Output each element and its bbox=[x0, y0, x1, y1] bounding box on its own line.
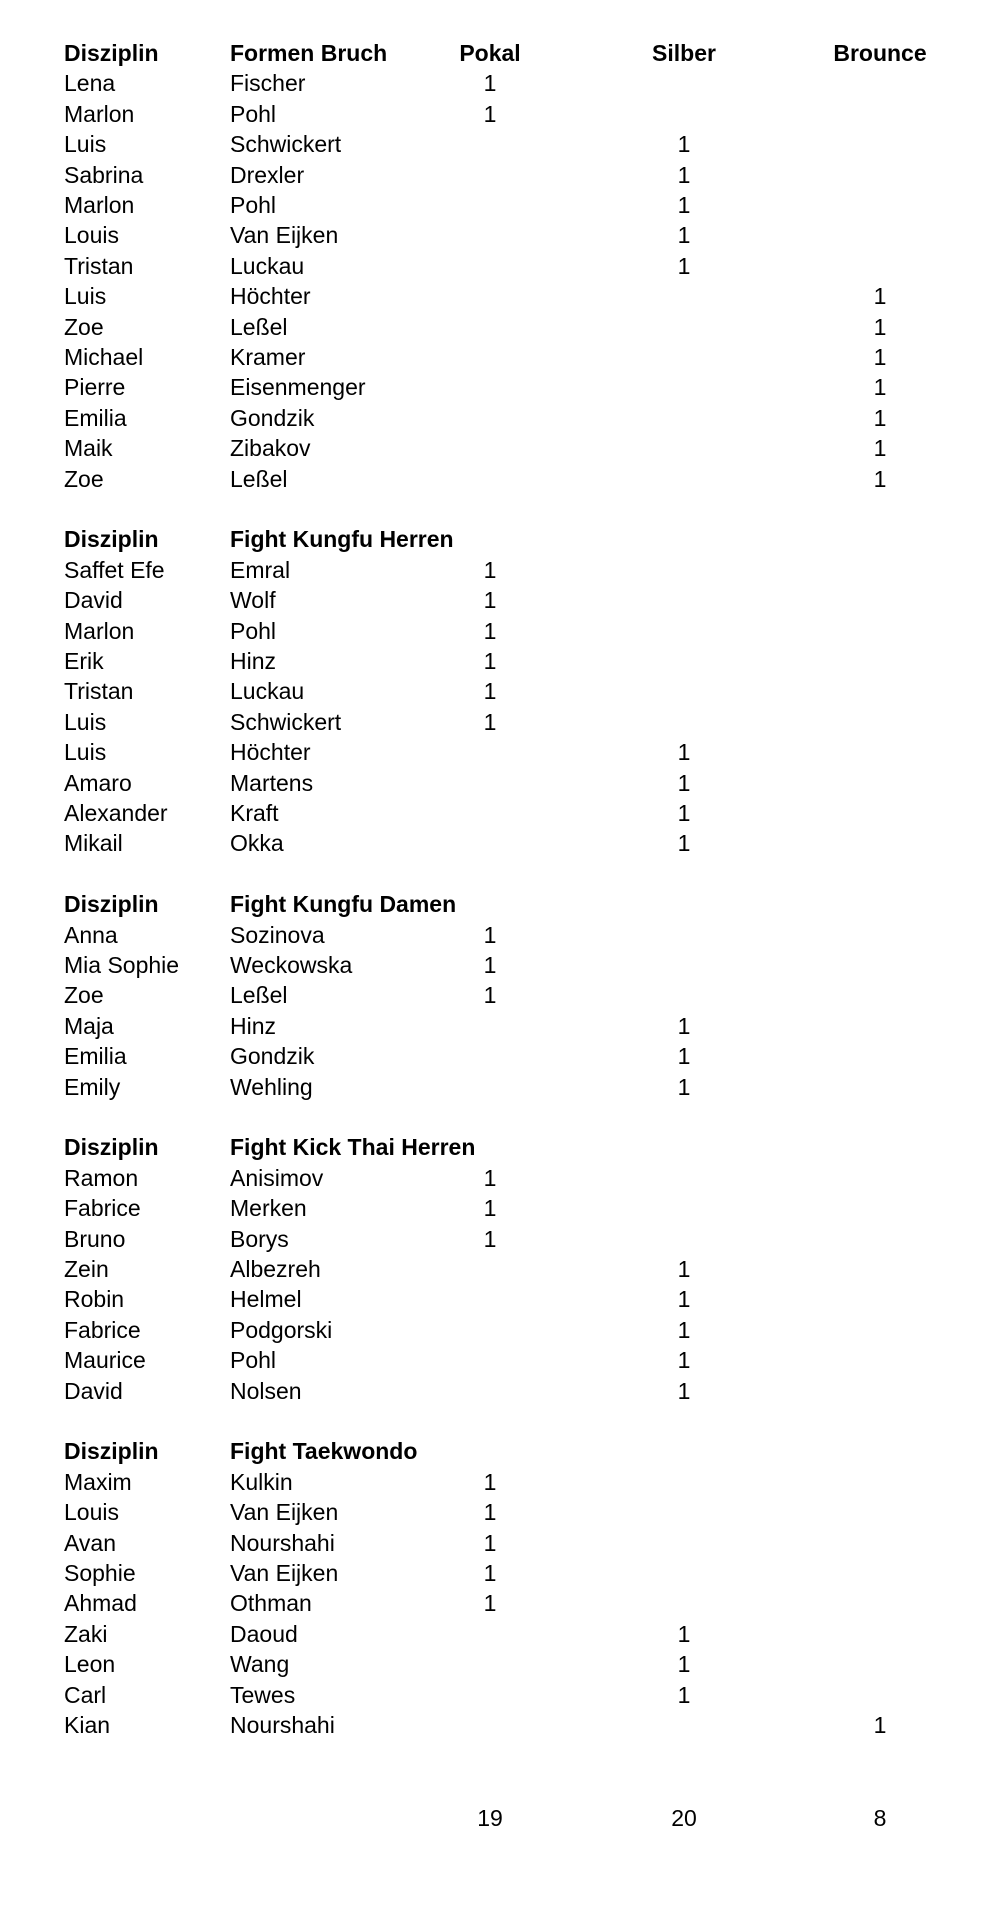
table-row bbox=[0, 555, 1000, 585]
pokal-count-cell: 1 bbox=[483, 1164, 497, 1191]
last-name-cell: Anisimov bbox=[230, 1164, 324, 1191]
pokal-count-cell: 1 bbox=[483, 982, 497, 1009]
table-row bbox=[0, 281, 1000, 311]
first-name-cell: Louis bbox=[64, 1499, 119, 1526]
first-name-cell: Maurice bbox=[64, 1347, 146, 1374]
last-name-cell: Leßel bbox=[230, 465, 288, 492]
first-name-cell: Tristan bbox=[64, 678, 134, 705]
silber-count-cell: 1 bbox=[677, 1681, 691, 1708]
silber-count-cell: 1 bbox=[677, 192, 691, 218]
table-row bbox=[0, 160, 1000, 190]
first-name-cell: Michael bbox=[64, 344, 144, 370]
totals-row bbox=[0, 1803, 1000, 1833]
first-name-cell: Pierre bbox=[64, 374, 126, 401]
first-name-cell: Mia Sophie bbox=[64, 952, 180, 978]
first-name-cell: Fabrice bbox=[64, 1195, 141, 1222]
last-name-cell: Nourshahi bbox=[230, 1529, 335, 1556]
first-name-cell: Maja bbox=[64, 1012, 114, 1039]
section-header-row bbox=[0, 1132, 1000, 1162]
last-name-cell: Luckau bbox=[230, 252, 305, 279]
first-name-cell: Avan bbox=[64, 1529, 117, 1556]
last-name-cell: Höchter bbox=[230, 739, 311, 766]
silber-count-cell: 1 bbox=[677, 1043, 691, 1070]
disziplin-label: Disziplin bbox=[64, 1134, 159, 1161]
last-name-cell: Albezreh bbox=[230, 1256, 321, 1282]
last-name-cell: Podgorski bbox=[230, 1316, 333, 1343]
table-row bbox=[0, 1619, 1000, 1649]
pokal-count-cell: 1 bbox=[483, 708, 497, 735]
last-name-cell: Kraft bbox=[230, 800, 279, 826]
silber-column-header: Silber bbox=[652, 40, 716, 66]
silber-count-cell: 1 bbox=[677, 1651, 691, 1678]
pokal-count-cell: 1 bbox=[483, 587, 497, 614]
last-name-cell: Schwickert bbox=[230, 708, 342, 735]
table-row bbox=[0, 707, 1000, 737]
first-name-cell: Sophie bbox=[64, 1560, 136, 1586]
last-name-cell: Gondzik bbox=[230, 404, 315, 431]
table-row bbox=[0, 129, 1000, 159]
last-name-cell: Weckowska bbox=[230, 952, 353, 978]
first-name-cell: Lena bbox=[64, 70, 116, 97]
table-row bbox=[0, 1558, 1000, 1588]
last-name-cell: Van Eijken bbox=[230, 222, 339, 249]
discipline-name: Fight Taekwondo bbox=[230, 1438, 418, 1465]
pokal-count-cell: 1 bbox=[483, 1468, 497, 1495]
table-row bbox=[0, 99, 1000, 129]
table-row bbox=[0, 1710, 1000, 1740]
last-name-cell: Van Eijken bbox=[230, 1499, 339, 1526]
table-row bbox=[0, 190, 1000, 220]
first-name-cell: Zoe bbox=[64, 982, 104, 1009]
section-header-row bbox=[0, 1436, 1000, 1466]
pokal-count-cell: 1 bbox=[483, 678, 497, 705]
pokal-count-cell: 1 bbox=[483, 70, 497, 97]
last-name-cell: Wolf bbox=[230, 587, 276, 614]
first-name-cell: Zaki bbox=[64, 1620, 108, 1647]
last-name-cell: Kulkin bbox=[230, 1468, 293, 1495]
table-row bbox=[0, 1497, 1000, 1527]
last-name-cell: Pohl bbox=[230, 100, 277, 127]
last-name-cell: Van Eijken bbox=[230, 1560, 339, 1586]
last-name-cell: Fischer bbox=[230, 70, 306, 97]
silber-count-cell: 1 bbox=[677, 1012, 691, 1039]
bronze-count-cell: 1 bbox=[873, 374, 887, 401]
last-name-cell: Luckau bbox=[230, 678, 305, 705]
table-row bbox=[0, 251, 1000, 281]
last-name-cell: Merken bbox=[230, 1195, 307, 1222]
first-name-cell: David bbox=[64, 587, 123, 614]
table-row bbox=[0, 433, 1000, 463]
pokal-count-cell: 1 bbox=[483, 556, 497, 583]
last-name-cell: Borys bbox=[230, 1225, 289, 1252]
last-name-cell: Daoud bbox=[230, 1620, 298, 1647]
table-row bbox=[0, 1011, 1000, 1041]
pokal-count-cell: 1 bbox=[483, 100, 497, 127]
last-name-cell: Pohl bbox=[230, 192, 277, 218]
last-name-cell: Pohl bbox=[230, 1347, 277, 1374]
first-name-cell: Marlon bbox=[64, 100, 135, 127]
silber-count-cell: 1 bbox=[677, 1620, 691, 1647]
section-header-row bbox=[0, 524, 1000, 554]
silber-count-cell: 1 bbox=[677, 769, 691, 796]
first-name-cell: Leon bbox=[64, 1651, 116, 1678]
last-name-cell: Hinz bbox=[230, 1012, 277, 1039]
first-name-cell: Fabrice bbox=[64, 1316, 141, 1343]
last-name-cell: Pohl bbox=[230, 617, 277, 644]
silber-count-cell: 1 bbox=[677, 1316, 691, 1343]
table-row bbox=[0, 1163, 1000, 1193]
section-header-row bbox=[0, 889, 1000, 919]
pokal-count-cell: 1 bbox=[483, 617, 497, 644]
last-name-cell: Schwickert bbox=[230, 131, 342, 158]
last-name-cell: Wehling bbox=[230, 1073, 313, 1100]
table-row bbox=[0, 1588, 1000, 1618]
table-row bbox=[0, 464, 1000, 494]
pokal-count-cell: 1 bbox=[483, 1590, 497, 1617]
section-header-row bbox=[0, 38, 1000, 68]
silber-count-cell: 1 bbox=[677, 800, 691, 826]
last-name-cell: Helmel bbox=[230, 1286, 302, 1313]
table-row bbox=[0, 585, 1000, 615]
disziplin-label: Disziplin bbox=[64, 891, 159, 918]
bronze-count-cell: 1 bbox=[873, 313, 887, 340]
silber-count-cell: 1 bbox=[677, 222, 691, 249]
first-name-cell: Amaro bbox=[64, 769, 132, 796]
discipline-name: Fight Kungfu Herren bbox=[230, 526, 454, 553]
first-name-cell: Maik bbox=[64, 435, 113, 462]
first-name-cell: Marlon bbox=[64, 617, 135, 644]
silber-count-cell: 1 bbox=[677, 161, 691, 188]
table-row bbox=[0, 920, 1000, 950]
table-row bbox=[0, 1072, 1000, 1102]
first-name-cell: Marlon bbox=[64, 192, 135, 218]
table-row bbox=[0, 220, 1000, 250]
silber-count-cell: 1 bbox=[677, 1256, 691, 1282]
last-name-cell: Eisenmenger bbox=[230, 374, 366, 401]
last-name-cell: Kramer bbox=[230, 344, 306, 370]
bronze-total: 8 bbox=[873, 1805, 887, 1831]
table-row bbox=[0, 798, 1000, 828]
last-name-cell: Höchter bbox=[230, 283, 311, 310]
table-row bbox=[0, 312, 1000, 342]
first-name-cell: Emily bbox=[64, 1073, 121, 1100]
silber-count-cell: 1 bbox=[677, 1347, 691, 1374]
discipline-name: Fight Kick Thai Herren bbox=[230, 1134, 476, 1161]
first-name-cell: Luis bbox=[64, 739, 107, 766]
table-row bbox=[0, 1467, 1000, 1497]
first-name-cell: Saffet Efe bbox=[64, 556, 165, 583]
table-row bbox=[0, 1193, 1000, 1223]
bronze-count-cell: 1 bbox=[873, 404, 887, 431]
table-row bbox=[0, 616, 1000, 646]
last-name-cell: Okka bbox=[230, 830, 284, 857]
table-row bbox=[0, 372, 1000, 402]
silber-total: 20 bbox=[671, 1805, 697, 1831]
first-name-cell: Luis bbox=[64, 708, 107, 735]
first-name-cell: Maxim bbox=[64, 1468, 132, 1495]
last-name-cell: Emral bbox=[230, 556, 291, 583]
first-name-cell: Sabrina bbox=[64, 161, 144, 188]
first-name-cell: Alexander bbox=[64, 800, 168, 826]
table-row bbox=[0, 1649, 1000, 1679]
table-row bbox=[0, 1345, 1000, 1375]
table-row bbox=[0, 403, 1000, 433]
first-name-cell: David bbox=[64, 1377, 123, 1404]
last-name-cell: Hinz bbox=[230, 648, 277, 674]
first-name-cell: Ramon bbox=[64, 1164, 139, 1191]
last-name-cell: Leßel bbox=[230, 313, 288, 340]
last-name-cell: Zibakov bbox=[230, 435, 311, 462]
pokal-column-header: Pokal bbox=[459, 40, 521, 66]
first-name-cell: Emilia bbox=[64, 1043, 127, 1070]
last-name-cell: Gondzik bbox=[230, 1043, 315, 1070]
table-row bbox=[0, 980, 1000, 1010]
first-name-cell: Carl bbox=[64, 1681, 107, 1708]
first-name-cell: Mikail bbox=[64, 830, 123, 857]
pokal-count-cell: 1 bbox=[483, 1529, 497, 1556]
first-name-cell: Robin bbox=[64, 1286, 125, 1313]
last-name-cell: Sozinova bbox=[230, 921, 325, 948]
bronze-count-cell: 1 bbox=[873, 283, 887, 310]
first-name-cell: Luis bbox=[64, 283, 107, 310]
last-name-cell: Nourshahi bbox=[230, 1712, 335, 1738]
first-name-cell: Louis bbox=[64, 222, 119, 249]
last-name-cell: Tewes bbox=[230, 1681, 296, 1708]
silber-count-cell: 1 bbox=[677, 830, 691, 857]
table-row bbox=[0, 1680, 1000, 1710]
pokal-count-cell: 1 bbox=[483, 1560, 497, 1586]
table-row bbox=[0, 1376, 1000, 1406]
table-row bbox=[0, 828, 1000, 858]
first-name-cell: Tristan bbox=[64, 252, 134, 279]
discipline-name: Formen Bruch bbox=[230, 40, 388, 66]
table-row bbox=[0, 1315, 1000, 1345]
last-name-cell: Leßel bbox=[230, 982, 288, 1009]
pokal-count-cell: 1 bbox=[483, 1499, 497, 1526]
pokal-count-cell: 1 bbox=[483, 952, 497, 978]
first-name-cell: Ahmad bbox=[64, 1590, 137, 1617]
discipline-name: Fight Kungfu Damen bbox=[230, 891, 457, 918]
bronze-count-cell: 1 bbox=[873, 344, 887, 370]
table-row bbox=[0, 768, 1000, 798]
table-row bbox=[0, 1041, 1000, 1071]
table-row bbox=[0, 646, 1000, 676]
first-name-cell: Kian bbox=[64, 1712, 111, 1738]
pokal-count-cell: 1 bbox=[483, 921, 497, 948]
bronze-column-header: Brounce bbox=[833, 40, 927, 66]
table-row bbox=[0, 1224, 1000, 1254]
disziplin-label: Disziplin bbox=[64, 1438, 159, 1465]
silber-count-cell: 1 bbox=[677, 1286, 691, 1313]
bronze-count-cell: 1 bbox=[873, 435, 887, 462]
disziplin-label: Disziplin bbox=[64, 40, 159, 66]
bronze-count-cell: 1 bbox=[873, 465, 887, 492]
silber-count-cell: 1 bbox=[677, 1377, 691, 1404]
disziplin-label: Disziplin bbox=[64, 526, 159, 553]
pokal-count-cell: 1 bbox=[483, 1225, 497, 1252]
silber-count-cell: 1 bbox=[677, 739, 691, 766]
first-name-cell: Zein bbox=[64, 1256, 109, 1282]
bronze-count-cell: 1 bbox=[873, 1712, 887, 1738]
first-name-cell: Emilia bbox=[64, 404, 127, 431]
last-name-cell: Martens bbox=[230, 769, 314, 796]
table-row bbox=[0, 1254, 1000, 1284]
silber-count-cell: 1 bbox=[677, 1073, 691, 1100]
pokal-total: 19 bbox=[477, 1805, 503, 1831]
last-name-cell: Othman bbox=[230, 1590, 312, 1617]
pokal-count-cell: 1 bbox=[483, 1195, 497, 1222]
last-name-cell: Nolsen bbox=[230, 1377, 302, 1404]
table-row bbox=[0, 676, 1000, 706]
pokal-count-cell: 1 bbox=[483, 648, 497, 674]
first-name-cell: Bruno bbox=[64, 1225, 126, 1252]
last-name-cell: Drexler bbox=[230, 161, 305, 188]
table-row bbox=[0, 737, 1000, 767]
last-name-cell: Wang bbox=[230, 1651, 290, 1678]
table-row bbox=[0, 1528, 1000, 1558]
silber-count-cell: 1 bbox=[677, 131, 691, 158]
table-row bbox=[0, 1284, 1000, 1314]
table-row bbox=[0, 342, 1000, 372]
first-name-cell: Erik bbox=[64, 648, 104, 674]
first-name-cell: Luis bbox=[64, 131, 107, 158]
table-row bbox=[0, 68, 1000, 98]
first-name-cell: Anna bbox=[64, 921, 118, 948]
silber-count-cell: 1 bbox=[677, 252, 691, 279]
first-name-cell: Zoe bbox=[64, 313, 104, 340]
table-row bbox=[0, 950, 1000, 980]
first-name-cell: Zoe bbox=[64, 465, 104, 492]
